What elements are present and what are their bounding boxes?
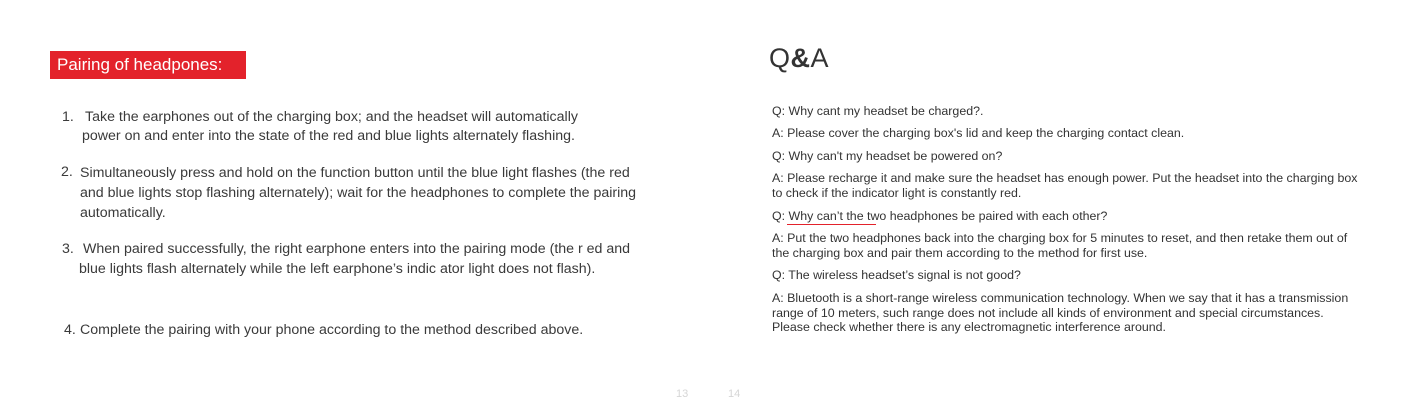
step-line: blue lights flash alternately while the left earphone’s indic ator light does not flash). [79, 261, 596, 277]
section-title-banner: Pairing of headpones: [50, 51, 246, 79]
answer-line: A: Put the two headphones back into the charging box for 5 minutes to reset, and then retake them out of [772, 231, 1348, 245]
question-line: Q: Why can't my headset be powered on? [772, 149, 1003, 163]
qa-title-ampersand: & [790, 43, 811, 73]
step-line: Simultaneously press and hold on the function button until the blue light flashes (the red [80, 165, 630, 181]
answer-line: A: Bluetooth is a short-range wireless communication technology. When we say that it has a transmission [772, 291, 1349, 305]
question-line: Q: The wireless headset’s signal is not good? [772, 268, 1021, 282]
red-underline-mark [787, 224, 876, 225]
page-number-left: 13 [676, 388, 689, 400]
answer-line: A: Please recharge it and make sure the headset has enough power. Put the headset into the charging box [772, 171, 1358, 185]
step-line: and blue lights stop flashing alternately); wait for the headphones to complete the pairing [80, 185, 637, 201]
answer-line: to check if the indicator light is constantly red. [772, 186, 1022, 200]
step-line: power on and enter into the state of the red and blue lights alternately flashing. [82, 128, 575, 144]
qa-title-q: Q [769, 43, 791, 73]
step-line: automatically. [80, 205, 166, 221]
step-line: Complete the pairing with your phone according to the method described above. [80, 322, 584, 338]
step-line: When paired successfully, the right earphone enters into the pairing mode (the r ed and [83, 241, 631, 257]
answer-line: range of 10 meters, such range does not include all kinds of environment and special circumstances. [772, 306, 1324, 320]
question-line: Q: Why can’t the two headphones be paired with each other? [772, 209, 1108, 223]
step-number: 2. [61, 164, 73, 180]
answer-line: A: Please cover the charging box's lid and keep the charging contact clean. [772, 126, 1185, 140]
page-number-right: 14 [728, 388, 741, 400]
qa-title-a: A [810, 43, 830, 73]
step-line: Take the earphones out of the charging box; and the headset will automatically [85, 109, 578, 125]
step-number: 1. [62, 109, 74, 125]
answer-line: Please check whether there is any electromagnetic interference around. [772, 320, 1166, 334]
step-number: 4. [64, 322, 76, 338]
qa-title [769, 43, 829, 74]
step-number: 3. [62, 241, 74, 257]
question-line: Q: Why cant my headset be charged?. [772, 104, 984, 118]
answer-line: the charging box and pair them according to the method for first use. [772, 246, 1148, 260]
